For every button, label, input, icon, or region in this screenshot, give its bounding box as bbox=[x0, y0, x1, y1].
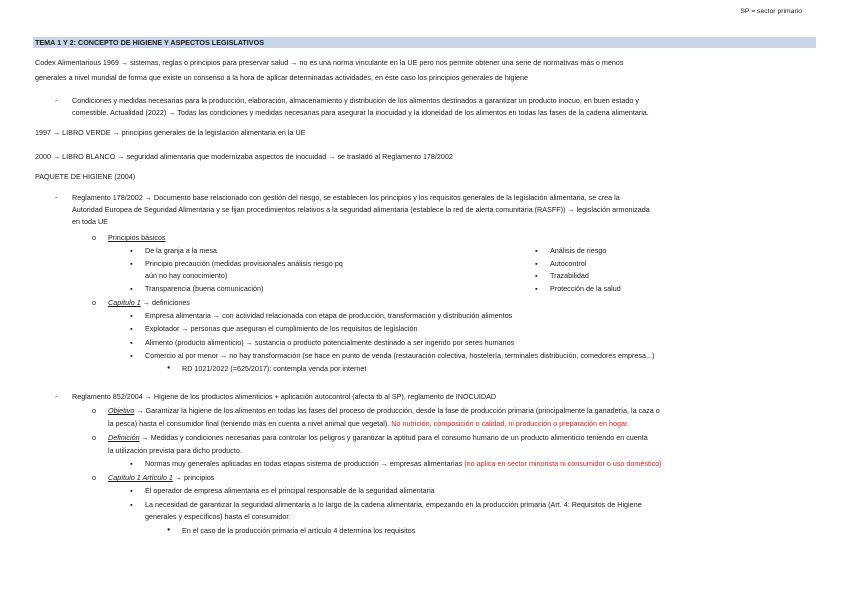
cap-articulo-label: Capítulo 1 Artículo 1 bbox=[108, 473, 173, 482]
square-bullet: ▪ bbox=[130, 500, 133, 509]
square-bullet: ▪ bbox=[535, 246, 538, 255]
principio-item-right: Análisis de riesgo bbox=[550, 246, 607, 255]
square-bullet: ▪ bbox=[130, 486, 133, 495]
dot-bullet: ● bbox=[167, 527, 171, 533]
header-note: SP = sector primario bbox=[740, 8, 802, 15]
reg178-line-1: Reglamento 178/2002 → Documento base relacionado con gestión del riesgo, se establecen los principios y los requisitos generales de la legislación alimentaria, se crea la bbox=[72, 193, 620, 202]
codex-sub-line-1: Condiciones y medidas necesarias para la producción, elaboración, almacenamiento y distribución de los alimentos destinados a garantizar un producto inocuo, en buen estado y bbox=[72, 96, 639, 105]
reg852-line-1: Reglamento 852/2004 → Higiene de los productos alimenticios + aplicación autocontrol (afecta tb al SP), reglamento de INOCUIDAD bbox=[72, 392, 497, 401]
objetivo-text-1: → Garantizar la higiene de los alimentos en todas las fases del proceso de producción, desde la fase de producción primaria (principalmente la ganadería, la caza o bbox=[134, 406, 660, 415]
principio-item-right: Protección de la salud bbox=[550, 284, 621, 293]
normas-line bbox=[145, 459, 662, 468]
normas-red-note: (no aplica en sector minorista ni consumidor o uso doméstico) bbox=[464, 459, 662, 468]
definicion-item: Explotador → personas que aseguran el cumplimiento de los requisitos de legislación bbox=[145, 324, 418, 333]
principio-item-cont: aún no hay conocimiento) bbox=[145, 271, 228, 280]
codex-sub-line-2: comestible. Actualidad (2022) → Todas las condiciones y medidas necesarias para asegurar la inocuidad y la idoneidad de los alimentos en todas las fases de la cadena alimentaria. bbox=[72, 108, 649, 117]
principios-basicos-label: Principios básicos bbox=[108, 233, 166, 242]
square-bullet: ▪ bbox=[130, 246, 133, 255]
definicion-item: Alimento (producto alimenticio) → sustancia o producto potencialmente destinado a ser ingerido por seres humanos bbox=[145, 338, 515, 347]
definicion-line-1 bbox=[108, 433, 648, 442]
square-bullet: ▪ bbox=[535, 271, 538, 280]
principio-852-item-cont: generales y específicos) hasta el consumidor. bbox=[145, 512, 291, 521]
libro-blanco: 2000 → LIBRO BLANCO → seguridad alimentaria que modernizaba aspectos de inocuidad → se trasladó al Reglamento 178/2002 bbox=[35, 152, 453, 161]
circle-bullet: o bbox=[92, 406, 96, 415]
dash-bullet: - bbox=[55, 193, 58, 202]
capitulo-1-label: Capítulo 1 bbox=[108, 298, 141, 307]
principio-item: Principio precaución (medidas provisionales análisis riesgo pq bbox=[145, 259, 343, 268]
objetivo-line-2 bbox=[108, 419, 629, 428]
dash-bullet: - bbox=[55, 96, 58, 105]
square-bullet: ▪ bbox=[130, 338, 133, 347]
definicion-item: Empresa alimentaria → con actividad relacionada con etapa de producción, transformación y distribución alimentos bbox=[145, 311, 513, 320]
codex-line-1: Codex Alimentarious 1969 → sistemas, reglas o principios para preservar salud → no es una norma vinculante en la UE pero nos permite obtener una serie de normativas más o menos bbox=[35, 58, 624, 67]
definicion-label: Definición bbox=[108, 433, 140, 442]
articulo-4: En el caso de la producción primaria el artículo 4 determina los requisitos bbox=[182, 526, 416, 535]
dot-bullet: ● bbox=[167, 365, 171, 371]
objetivo-line-1 bbox=[108, 406, 660, 415]
principio-item: De la granja a la mesa bbox=[145, 246, 217, 255]
libro-verde: 1997 → LIBRO VERDE → principios generales de la legislación alimentaria en la UE bbox=[35, 128, 306, 137]
square-bullet: ▪ bbox=[535, 259, 538, 268]
principio-852-item: El operador de empresa alimentaria es el principal responsable de la seguridad alimentaria bbox=[145, 486, 435, 495]
page-title: TEMA 1 Y 2: CONCEPTO DE HIGIENE Y ASPECTOS LEGISLATIVOS bbox=[35, 38, 264, 47]
circle-bullet: o bbox=[92, 233, 96, 242]
objetivo-text-2: la pesca) hasta el consumidor final (teniendo más en cuenta a nivel animal que vegetal). bbox=[108, 419, 390, 428]
square-bullet: ▪ bbox=[535, 284, 538, 293]
definicion-text-1: → Medidas y condiciones necesarias para controlar los peligros y garantizar la aptitud para el consumo humano de un producto alimenticio teniendo en cuenta bbox=[139, 433, 648, 442]
dash-bullet: - bbox=[55, 392, 58, 401]
square-bullet: ▪ bbox=[130, 324, 133, 333]
objetivo-red-note: No nutrición, composición o calidad, ni producción o preparación en hogar. bbox=[389, 419, 630, 428]
principio-item-right: Trazabilidad bbox=[550, 271, 589, 280]
objetivo-label: Objetivo bbox=[108, 406, 135, 415]
square-bullet: ▪ bbox=[130, 284, 133, 293]
definicion-item: Comercio al por menor → no hay transformación (se hace en punto de venda (restauración colectiva, hostelería, terminales distribución, comedores empresa...) bbox=[145, 351, 655, 360]
reg178-line-2: Autoridad Europea de Seguridad Alimentaria y se fijan procedimientos relativos a la seguridad alimentaria (establece la red de alerta comunitaria (RASFF)) → legislación armonizada bbox=[72, 205, 650, 214]
principio-item-right: Autocontrol bbox=[550, 259, 587, 268]
capitulo-1-line bbox=[108, 298, 190, 307]
codex-line-2: generales a nivel mundial de forma que existe un consenso a la hora de aplicar determinadas actividades, en éste caso los principios generales de higiene bbox=[35, 73, 529, 82]
normas-text: Normas muy generales aplicadas en todas etapas sistema de producción → empresas alimentarias bbox=[145, 459, 465, 468]
circle-bullet: o bbox=[92, 298, 96, 307]
square-bullet: ▪ bbox=[130, 459, 133, 468]
rd-1021: RD 1021/2022 (=625/2017): contempla venda por internet bbox=[182, 364, 367, 373]
cap-articulo-line bbox=[108, 473, 214, 482]
circle-bullet: o bbox=[92, 473, 96, 482]
paquete-higiene: PAQUETE DE HIGIENE (2004) bbox=[35, 172, 136, 181]
cap-articulo-rest: → principios bbox=[172, 473, 215, 482]
reg178-line-3: en toda UE bbox=[72, 217, 108, 226]
definicion-line-2: la utilización prevista para dicho producto. bbox=[108, 446, 242, 455]
principio-item: Transparencia (buena comunicación) bbox=[145, 284, 264, 293]
capitulo-1-rest: → definiciones bbox=[140, 298, 190, 307]
square-bullet: ▪ bbox=[130, 311, 133, 320]
circle-bullet: o bbox=[92, 433, 96, 442]
principio-852-item: La necesidad de garantizar la seguridad alimentaria a lo largo de la cadena alimentaria, empezando en la producción primaria (Art. 4: Requisitos de Higiene bbox=[145, 500, 642, 509]
square-bullet: ▪ bbox=[130, 259, 133, 268]
square-bullet: ▪ bbox=[130, 351, 133, 360]
